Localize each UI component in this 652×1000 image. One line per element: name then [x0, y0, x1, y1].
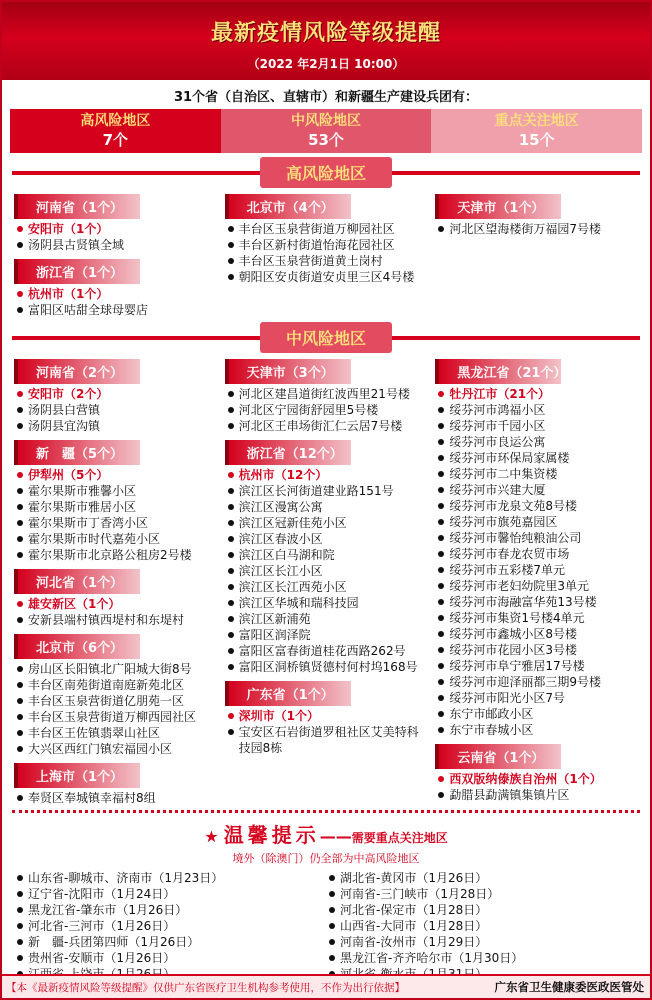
list-item: 绥芬河市老妇幼院里3单元 — [435, 578, 638, 594]
summary-mid-count: 53个 — [308, 131, 344, 149]
list-item: 霍尔果斯市雅居小区 — [14, 499, 217, 515]
list-item: 绥芬河市春龙农贸市场 — [435, 546, 638, 562]
focus-area-item: 贵州省-安顺市（1月26日） — [14, 950, 326, 966]
list-item: 绥芬河市良运公寓 — [435, 434, 638, 450]
province-label: 天津市（1个） — [435, 194, 561, 219]
list-item: 丰台区新村街道怡海花园社区 — [225, 237, 428, 253]
list-item: 绥芬河市鑫城小区8号楼 — [435, 626, 638, 642]
list-item: 霍尔果斯市丁香湾小区 — [14, 515, 217, 531]
list-item: 富阳区洞桥镇贤德村何村坞168号 — [225, 659, 428, 675]
high-risk-banner — [2, 157, 650, 188]
poster-date: （2022 年2月1日 10:00） — [247, 57, 405, 71]
summary-focus-label: 重点关注地区 — [494, 113, 579, 129]
footer-note: 【本《最新疫情风险等级提醒》仅供广东省医疗卫生机构参考使用，不作为出行依据】 — [6, 981, 405, 994]
list-item: 霍尔果斯市时代嘉苑小区 — [14, 531, 217, 547]
mid-risk-heading: 中风险地区 — [260, 322, 392, 353]
tips-heading: 温馨提示 — [223, 823, 320, 847]
list-item: 滨江区长江西苑小区 — [225, 579, 428, 595]
list-item: 霍尔果斯市雅馨小区 — [14, 483, 217, 499]
province-label: 云南省（1个） — [435, 744, 561, 769]
list-item: 丰台区玉泉营街道万柳西园社区 — [14, 709, 217, 725]
high-col-2 — [221, 188, 432, 318]
focus-area-item: 新 疆-兵团第四师（1月26日） — [14, 934, 326, 950]
list-item: 绥芬河市海融富华苑13号楼 — [435, 594, 638, 610]
list-item: 滨江区长河街道建业路151号 — [225, 483, 428, 499]
list-item: 绥芬河市旗苑嘉园区 — [435, 514, 638, 530]
high-risk-columns — [2, 188, 650, 318]
summary-high — [10, 109, 221, 153]
focus-area-item: 河南省-汝州市（1月29日） — [326, 934, 638, 950]
high-risk-heading: 高风险地区 — [260, 157, 392, 188]
focus-area-item: 辽宁省-沈阳市（1月24日） — [14, 886, 326, 902]
tips-title — [2, 819, 650, 848]
list-item: 河北区建昌道街红波西里21号楼 — [225, 386, 428, 402]
summary-mid — [221, 109, 432, 153]
summary-bar — [10, 109, 642, 153]
list-item: 滨江区长江小区 — [225, 563, 428, 579]
list-item: 滨江区白马湖和院 — [225, 547, 428, 563]
list-item: 东宁市邮政小区 — [435, 706, 638, 722]
province-label: 北京市（6个） — [14, 634, 140, 659]
focus-area-item: 河北省-三河市（1月26日） — [14, 918, 326, 934]
city-label: 雄安新区（1个） — [14, 596, 217, 612]
list-item: 宝安区石岩街道罗租社区艾美特科技园8栋 — [225, 724, 428, 756]
list-item: 河北区望海楼街万福园7号楼 — [435, 221, 638, 237]
list-item: 汤阴县白营镇 — [14, 402, 217, 418]
city-label: 伊犁州（5个） — [14, 467, 217, 483]
summary-high-label: 高风险地区 — [80, 113, 151, 129]
list-item: 丰台区玉泉营街道万柳园社区 — [225, 221, 428, 237]
city-label: 杭州市（1个） — [14, 286, 217, 302]
list-item: 丰台区王佐镇翡翠山社区 — [14, 725, 217, 741]
list-item: 汤阴县古贤镇全域 — [14, 237, 217, 253]
province-label: 河南省（1个） — [14, 194, 140, 219]
list-item: 滨江区冠新佳苑小区 — [225, 515, 428, 531]
summary-subline: 31个省（自治区、直辖市）和新疆生产建设兵团有： — [173, 90, 479, 105]
summary-focus-count: 15个 — [518, 131, 555, 149]
focus-area-item: 山东省-聊城市、济南市（1月23日） — [14, 870, 326, 886]
list-item: 绥芬河市环保局家属楼 — [435, 450, 638, 466]
dotted-divider — [12, 810, 640, 813]
list-item: 绥芬河市馨怡纯粮油公司 — [435, 530, 638, 546]
list-item: 滨江区华城和瑞科技园 — [225, 595, 428, 611]
province-label: 黑龙江省（21个） — [435, 359, 561, 384]
list-item: 绥芬河市兴建大厦 — [435, 482, 638, 498]
province-label: 浙江省（12个） — [225, 440, 351, 465]
city-label: 深圳市（1个） — [225, 708, 428, 724]
list-item: 大兴区西红门镇宏福园小区 — [14, 741, 217, 757]
list-item: 丰台区玉泉营街道亿朋苑一区 — [14, 693, 217, 709]
list-item: 霍尔果斯市北京路公租房2号楼 — [14, 547, 217, 563]
focus-area-item: 河北省-保定市（1月28日） — [326, 902, 638, 918]
mid-risk-banner — [2, 322, 650, 353]
summary-high-count: 7个 — [102, 131, 129, 149]
mid-risk-columns — [2, 353, 650, 806]
list-item: 丰台区南苑街道南庭新苑北区 — [14, 677, 217, 693]
province-label: 北京市（4个） — [225, 194, 351, 219]
list-item: 绥芬河市五彩楼7单元 — [435, 562, 638, 578]
tips-right — [326, 870, 638, 982]
list-item: 绥芬河市龙泉文苑8号楼 — [435, 498, 638, 514]
city-label: 安阳市（1个） — [14, 221, 217, 237]
tips-subtitle: 境外（除澳门）仍全部为中高风险地区 — [232, 852, 420, 865]
summary-focus — [431, 109, 642, 153]
list-item: 绥芬河市集资1号楼4单元 — [435, 610, 638, 626]
list-item: 绥芬河市花园小区3号楼 — [435, 642, 638, 658]
province-label: 新 疆（5个） — [14, 440, 140, 465]
list-item: 富阳区富春街道桂花西路262号 — [225, 643, 428, 659]
city-label: 杭州市（12个） — [225, 467, 428, 483]
list-item: 东宁市春城小区 — [435, 722, 638, 738]
city-label: 牡丹江市（21个） — [435, 386, 638, 402]
list-item: 滨江区漫寓公寓 — [225, 499, 428, 515]
list-item: 汤阴县宜沟镇 — [14, 418, 217, 434]
list-item: 丰台区玉泉营街道黄土岗村 — [225, 253, 428, 269]
star-icon: ★ — [204, 827, 219, 846]
city-label: 西双版纳傣族自治州（1个） — [435, 771, 638, 787]
tips-left — [14, 870, 326, 982]
province-label: 河北省（1个） — [14, 569, 140, 594]
province-label: 广东省（1个） — [225, 681, 351, 706]
list-item: 绥芬河市阳光小区7号 — [435, 690, 638, 706]
tips-focus-label: 需要重点关注地区 — [351, 831, 448, 845]
focus-area-item: 黑龙江省-齐齐哈尔市（1月30日） — [326, 950, 638, 966]
mid-col-1 — [10, 353, 221, 806]
tips-dash: —— — [319, 827, 352, 846]
province-label: 天津市（3个） — [225, 359, 351, 384]
list-item: 绥芬河市千园小区 — [435, 418, 638, 434]
list-item: 滨江区新浦苑 — [225, 611, 428, 627]
high-col-3 — [431, 188, 642, 318]
city-label: 安阳市（2个） — [14, 386, 217, 402]
poster-title: 最新疫情风险等级提醒 — [210, 21, 441, 46]
footer — [2, 974, 650, 998]
list-item: 房山区长阳镇北广阳城大街8号 — [14, 661, 217, 677]
focus-area-item: 山西省-大同市（1月28日） — [326, 918, 638, 934]
tips-columns — [2, 866, 650, 982]
summary-mid-label: 中风险地区 — [291, 113, 361, 129]
high-col-1 — [10, 188, 221, 318]
focus-area-item: 黑龙江省-肇东市（1月26日） — [14, 902, 326, 918]
list-item: 勐腊县勐满镇集镇片区 — [435, 787, 638, 803]
list-item: 绥芬河市二中集资楼 — [435, 466, 638, 482]
list-item: 富阳区咕甜全球母婴店 — [14, 302, 217, 318]
focus-area-item: 河南省-三门峡市（1月28日） — [326, 886, 638, 902]
list-item: 绥芬河市阜宁雅居17号楼 — [435, 658, 638, 674]
province-label: 河南省（2个） — [14, 359, 140, 384]
list-item: 滨江区春波小区 — [225, 531, 428, 547]
mid-col-3 — [431, 353, 642, 806]
list-item: 河北区宁园街舒园里5号楼 — [225, 402, 428, 418]
list-item: 绥芬河市迎泽丽都三期9号楼 — [435, 674, 638, 690]
list-item: 安新县端村镇西堤村和东堤村 — [14, 612, 217, 628]
list-item: 朝阳区安贞街道安贞里三区4号楼 — [225, 269, 428, 285]
mid-col-2 — [221, 353, 432, 806]
list-item: 河北区王串场街汇仁云居7号楼 — [225, 418, 428, 434]
list-item: 奉贤区奉城镇幸福村8组 — [14, 790, 217, 806]
focus-area-item: 湖北省-黄冈市（1月26日） — [326, 870, 638, 886]
province-label: 上海市（1个） — [14, 763, 140, 788]
footer-org: 广东省卫生健康委医政医管处 — [494, 980, 644, 994]
list-item: 富阳区润泽院 — [225, 627, 428, 643]
list-item: 绥芬河市鸿福小区 — [435, 402, 638, 418]
header — [2, 2, 650, 80]
province-label: 浙江省（1个） — [14, 259, 140, 284]
